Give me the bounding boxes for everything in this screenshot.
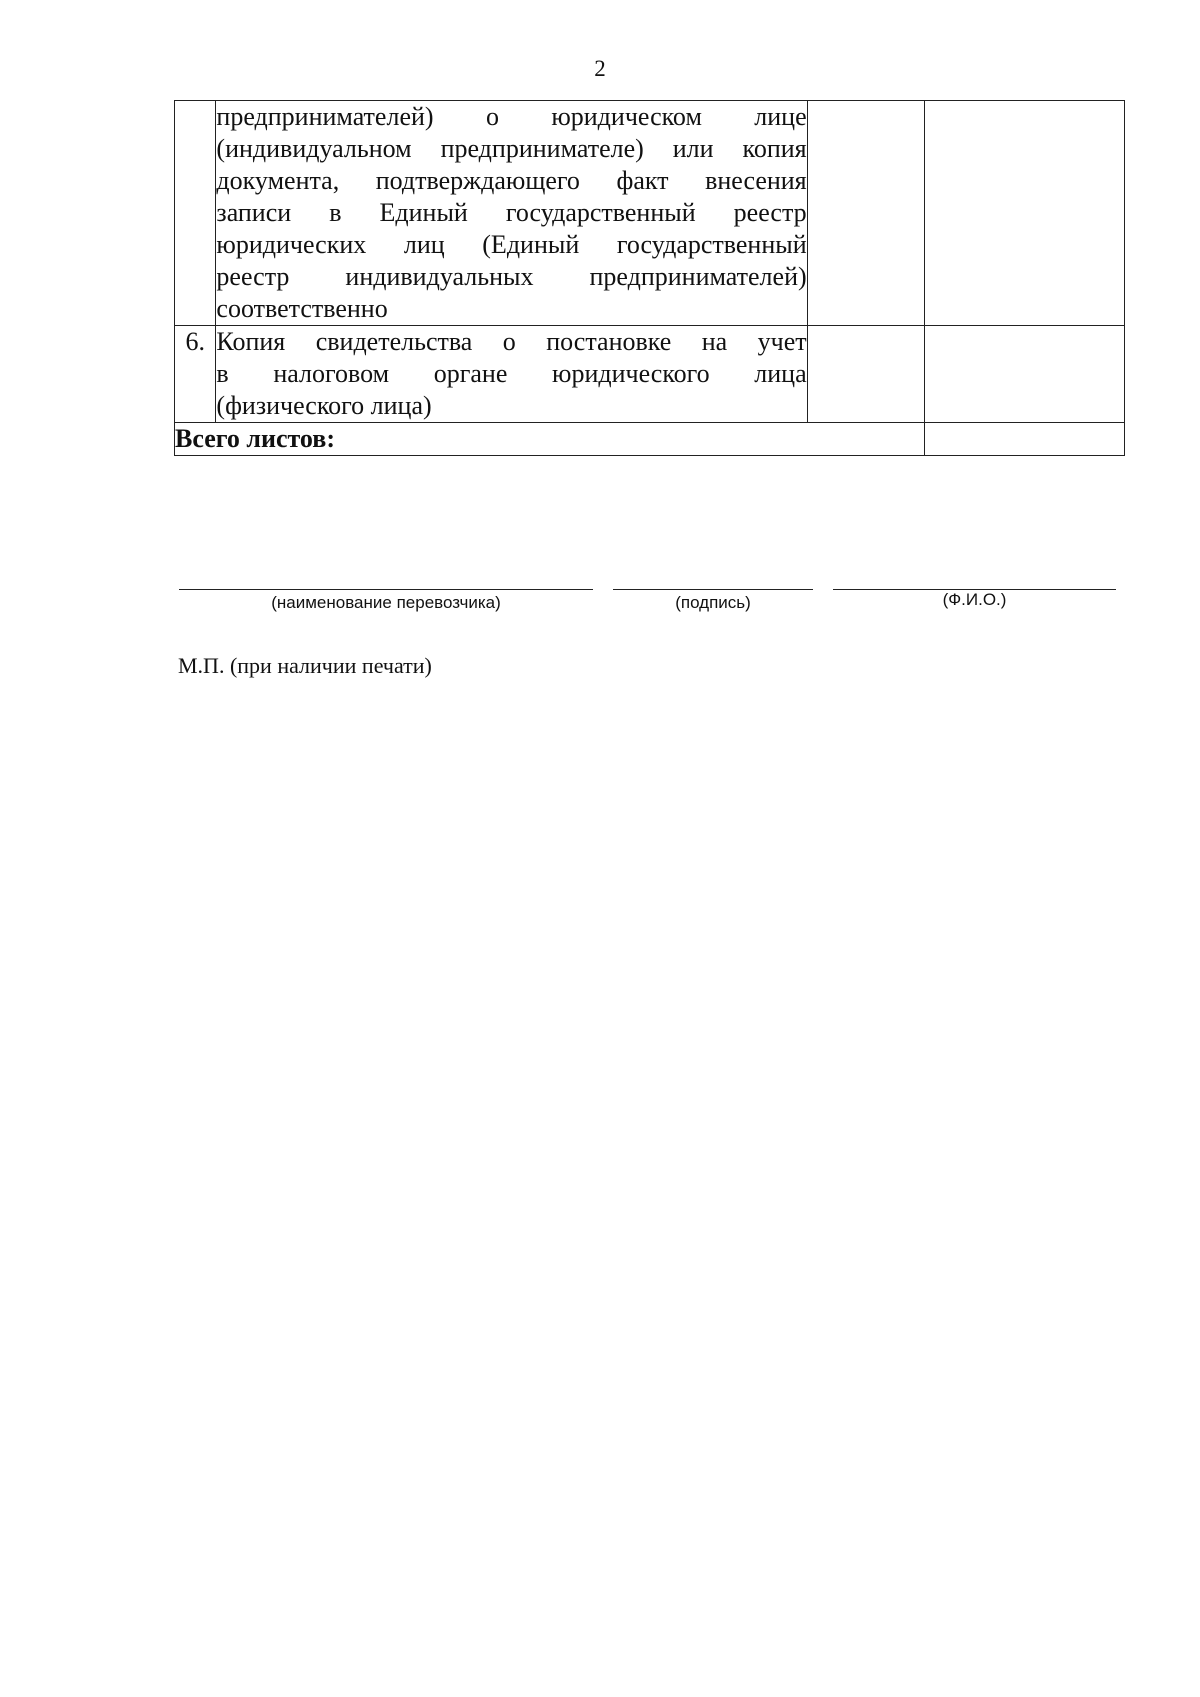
text-line: (физического лица): [216, 391, 432, 420]
sheets-cell: [807, 101, 924, 326]
signature-caption: (подпись): [675, 593, 751, 612]
text-line: документа, подтверждающего факт внесения: [216, 166, 807, 195]
text-line: Копия свидетельства о постановке на учет: [216, 327, 807, 356]
text-line: предпринимателей) о юридическом лице: [216, 102, 807, 131]
total-row: [175, 423, 1125, 456]
total-sheets-label: Всего листов:: [175, 423, 925, 456]
sheets-cell: [807, 326, 924, 423]
row-number: 6.: [175, 326, 216, 423]
table-row: [175, 326, 1125, 423]
total-sheets-value: [924, 423, 1124, 456]
signature-line: [613, 589, 813, 590]
table-row: [175, 101, 1125, 326]
document-description: [216, 101, 807, 326]
documents-table: [174, 100, 1125, 456]
note-cell: [924, 101, 1124, 326]
text-line: (индивидуальном предпринимателе) или копия: [216, 134, 807, 163]
carrier-name-caption: (наименование перевозчика): [271, 593, 501, 612]
text-line: в налоговом органе юридического лица: [216, 359, 807, 388]
text-line: юридических лиц (Единый государственный: [216, 230, 807, 259]
document-description: [216, 326, 807, 423]
text-line: соответственно: [216, 294, 388, 323]
text-line: реестр индивидуальных предпринимателей): [216, 262, 807, 291]
note-cell: [924, 326, 1124, 423]
carrier-name-line: [179, 589, 593, 590]
text-line: записи в Единый государственный реестр: [216, 198, 807, 227]
row-number: [175, 101, 216, 326]
page-number: 2: [594, 56, 606, 81]
full-name-caption: (Ф.И.О.): [942, 590, 1007, 609]
stamp-note: М.П. (при наличии печати): [178, 653, 432, 678]
